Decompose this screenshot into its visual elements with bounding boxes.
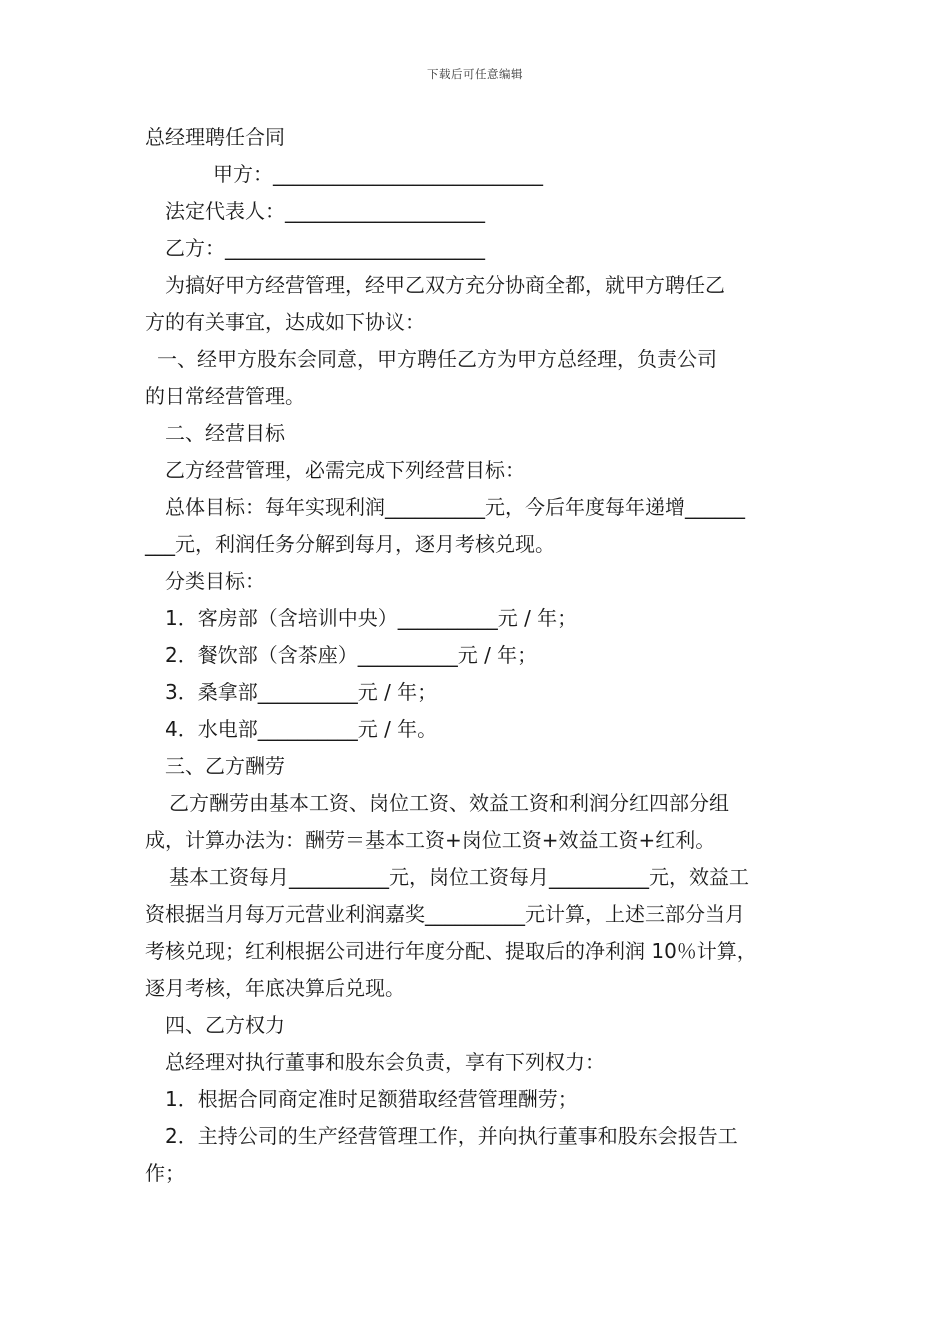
clause-1-line-1: 一、经甲方股东会同意，甲方聘任乙方为甲方总经理，负责公司 bbox=[157, 347, 717, 371]
target-item-2: 2．餐饮部（含茶座）__________元 / 年； bbox=[165, 643, 538, 667]
overall-target-line-2: ___元，利润任务分解到每月，逐月考核兑现。 bbox=[145, 532, 555, 556]
section-4-heading: 四、乙方权力 bbox=[165, 1013, 285, 1037]
contract-title: 总经理聘任合同 bbox=[145, 125, 285, 149]
target-item-1: 1．客房部（含培训中央）__________元 / 年； bbox=[165, 606, 578, 630]
remuneration-line-1: 乙方酬劳由基本工资、岗位工资、效益工资和利润分红四部分组 bbox=[169, 791, 729, 815]
clause-1-line-2: 的日常经营管理。 bbox=[145, 384, 305, 408]
party-a-line: 甲方：___________________________ bbox=[213, 162, 543, 186]
section-2-heading: 二、经营目标 bbox=[165, 421, 285, 445]
salary-line-1: 基本工资每月__________元，岗位工资每月__________元，效益工 bbox=[169, 865, 749, 889]
preamble-line-2: 方的有关事宜，达成如下协议： bbox=[145, 310, 425, 334]
target-item-4: 4．水电部__________元 / 年。 bbox=[165, 717, 438, 741]
salary-line-4: 逐月考核，年底决算后兑现。 bbox=[145, 976, 405, 1000]
page-header: 下载后可任意编辑 bbox=[427, 67, 523, 81]
section-3-heading: 三、乙方酬劳 bbox=[165, 754, 285, 778]
remuneration-line-2: 成，计算办法为：酬劳＝基本工资+岗位工资+效益工资+红利。 bbox=[145, 828, 716, 852]
party-b-line: 乙方：__________________________ bbox=[165, 236, 485, 260]
category-target-heading: 分类目标： bbox=[165, 569, 265, 593]
legal-representative-line: 法定代表人：____________________ bbox=[165, 199, 485, 223]
salary-line-3: 考核兑现；红利根据公司进行年度分配、提取后的净利润 10％计算， bbox=[145, 939, 757, 963]
overall-target-line-1: 总体目标：每年实现利润__________元，今后年度每年递增______ bbox=[165, 495, 745, 519]
salary-line-2: 资根据当月每万元营业利润嘉奖__________元计算，上述三部分当月 bbox=[145, 902, 745, 926]
section-4-intro: 总经理对执行董事和股东会负责，享有下列权力： bbox=[165, 1050, 605, 1074]
right-item-1: 1．根据合同商定准时足额猎取经营管理酬劳； bbox=[165, 1087, 578, 1111]
section-2-intro: 乙方经营管理，必需完成下列经营目标： bbox=[165, 458, 525, 482]
preamble-line-1: 为搞好甲方经营管理，经甲乙双方充分协商全都，就甲方聘任乙 bbox=[165, 273, 725, 297]
right-item-2-line-2: 作； bbox=[145, 1161, 185, 1185]
contract-body bbox=[145, 119, 810, 1192]
right-item-2-line-1: 2．主持公司的生产经营管理工作，并向执行董事和股东会报告工 bbox=[165, 1124, 738, 1148]
target-item-3: 3．桑拿部__________元 / 年； bbox=[165, 680, 438, 704]
